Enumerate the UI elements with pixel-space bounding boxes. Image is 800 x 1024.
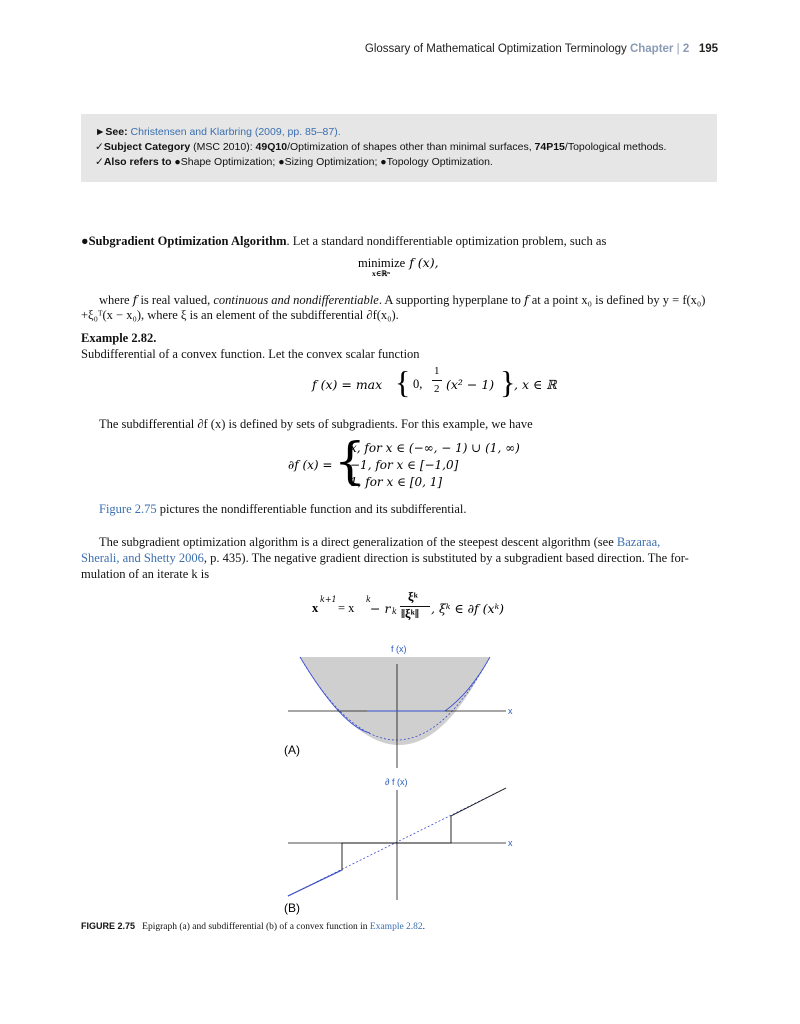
fraction-bar: [432, 380, 442, 381]
piecewise-case-1: x, for x ∈ (−∞, − 1) ∪ (1, ∞): [350, 441, 520, 455]
where-line-1: [99, 292, 724, 308]
left-brace: {: [395, 364, 411, 400]
info-box: [81, 114, 717, 182]
paragraph-text-a: The subgradient optimization algorithm is a direct generalization of the steepest descent algorithm (see: [99, 535, 617, 549]
fraction-denominator: 2: [434, 383, 440, 395]
where-text-a: where: [99, 293, 133, 307]
figure-caption: [81, 921, 425, 932]
iter-right: , ξᵏ ∈ ∂f (xᵏ): [431, 601, 505, 616]
iter-sup2: k: [366, 595, 371, 604]
where-text-e: . A supporting hyperplane to: [378, 293, 524, 307]
subdiff-text: The subdifferential ∂f (x) is defined by sets of subgradients. For this example, we have: [99, 417, 533, 431]
header-separator: |: [676, 43, 680, 55]
figure-ref-link[interactable]: Figure 2.75: [99, 502, 157, 516]
section-title: Subgradient Optimization Algorithm: [88, 234, 287, 248]
right-brace: }: [500, 364, 516, 400]
iter-den: ‖ξᵏ‖: [401, 607, 419, 621]
where-text-c: is real valued,: [137, 293, 214, 307]
piecewise-brace: {: [334, 432, 366, 490]
minimize-word: minimize: [358, 256, 406, 270]
caption-ref-link[interactable]: Example 2.82: [369, 922, 423, 932]
iter-mid: = x: [338, 601, 355, 615]
header-chapter-number: 2: [682, 43, 690, 55]
where-f-2: f: [523, 292, 529, 307]
iter-num: ξᵏ: [408, 590, 418, 604]
caption-end: .: [422, 922, 426, 932]
see-reference-link[interactable]: Christensen and Klarbring (2009, pp. 85–87).: [130, 126, 341, 138]
piecewise-left: ∂f (x) =: [288, 458, 333, 472]
arrow-icon: ►: [95, 126, 106, 138]
piecewise-case-3: 1, for x ∈ [0, 1]: [350, 475, 443, 489]
bullet-icon: ●: [81, 234, 89, 248]
msc-code-2: 74P15: [534, 141, 565, 153]
epigraph-region: [300, 657, 490, 745]
minimize-function: f (x),: [405, 255, 439, 270]
label-fx: f (x): [391, 644, 407, 654]
max-eq-paren: (x² − 1): [446, 377, 495, 392]
section-intro: [81, 233, 721, 249]
figure-subdifferential: [280, 780, 520, 910]
label-x-b: x: [508, 838, 513, 848]
see-row: [95, 126, 341, 138]
example-title: Example 2.82.: [81, 331, 157, 345]
label-b: (B): [284, 901, 300, 915]
running-header: [0, 43, 718, 55]
where-text-g: at a point x₀ is defined by y = f(x₀): [528, 293, 706, 307]
label-a: (A): [284, 743, 300, 757]
subject-desc-2: /Topological methods.: [564, 141, 667, 153]
label-dfx: ∂ f (x): [385, 777, 408, 787]
paragraph-line-2: [81, 550, 689, 566]
iter-sub: k: [392, 607, 397, 616]
header-title: Glossary of Mathematical Optimization Terminology: [364, 43, 627, 55]
where-italic: continuous and nondifferentiable: [213, 293, 379, 307]
paragraph-line-1: [99, 534, 719, 550]
example-text: Subdifferential of a convex function. Let the convex scalar function: [81, 347, 420, 361]
where-f-1: f: [132, 292, 138, 307]
iter-sup: k+1: [320, 595, 337, 604]
also-label: Also refers to: [103, 156, 172, 168]
max-eq-right: , x ∈ ℝ: [514, 377, 557, 392]
figure-ref-line: [99, 501, 467, 517]
piecewise-equation: [288, 432, 528, 490]
max-eq-left: f (x) = max: [312, 377, 383, 392]
caption-text: Epigraph (a) and subdifferential (b) of a convex function in: [142, 922, 370, 932]
caption-label: FIGURE 2.75: [81, 921, 136, 931]
checkmark-icon: ✓: [95, 141, 104, 153]
checkmark-icon: ✓: [95, 156, 104, 168]
iter-x: x: [312, 601, 319, 615]
header-chapter: Chapter: [629, 43, 674, 55]
left-branch: [288, 870, 342, 896]
where-line-2: +ξ₀ᵀ(x − x₀), where ξ is an element of the subdifferential ∂f(x₀).: [81, 308, 399, 322]
figure-ref-text: pictures the nondifferentiable function and its subdifferential.: [156, 502, 467, 516]
minimize-equation: [358, 255, 439, 271]
paragraph-text-b: , p. 435). The negative gradient direction is substituted by a subgradient based direction. The for-: [203, 551, 689, 565]
msc-code-1: 49Q10: [255, 141, 288, 153]
label-x-a: x: [508, 706, 513, 716]
subject-desc-1: /Optimization of shapes other than minimal surfaces,: [287, 141, 532, 153]
minimize-subscript: x∈ℝⁿ: [372, 269, 390, 278]
see-label: See:: [105, 126, 128, 138]
also-items: ●Shape Optimization; ●Sizing Optimization; ●Topology Optimization.: [174, 156, 493, 168]
fraction-numerator: 1: [434, 365, 440, 377]
bazaraa-link[interactable]: Bazaraa,: [616, 535, 661, 549]
bazaraa-link-cont[interactable]: Sherali, and Shetty 2006: [81, 551, 204, 565]
max-eq-zero: 0,: [413, 377, 423, 391]
subject-label: Subject Category: [103, 141, 191, 153]
page-number: 195: [698, 43, 718, 55]
also-refers-row: [95, 156, 493, 168]
section-intro-text: . Let a standard nondifferentiable optimization problem, such as: [286, 234, 607, 248]
figure-epigraph: [280, 638, 530, 768]
iterate-equation: [312, 590, 512, 626]
subject-msc: (MSC 2010):: [193, 141, 253, 153]
subject-row: [95, 141, 666, 153]
iter-minus: − r: [370, 601, 391, 616]
paragraph-line-3: mulation of an iterate k is: [81, 567, 210, 581]
piecewise-case-2: −1, for x ∈ [−1,0]: [350, 458, 459, 472]
